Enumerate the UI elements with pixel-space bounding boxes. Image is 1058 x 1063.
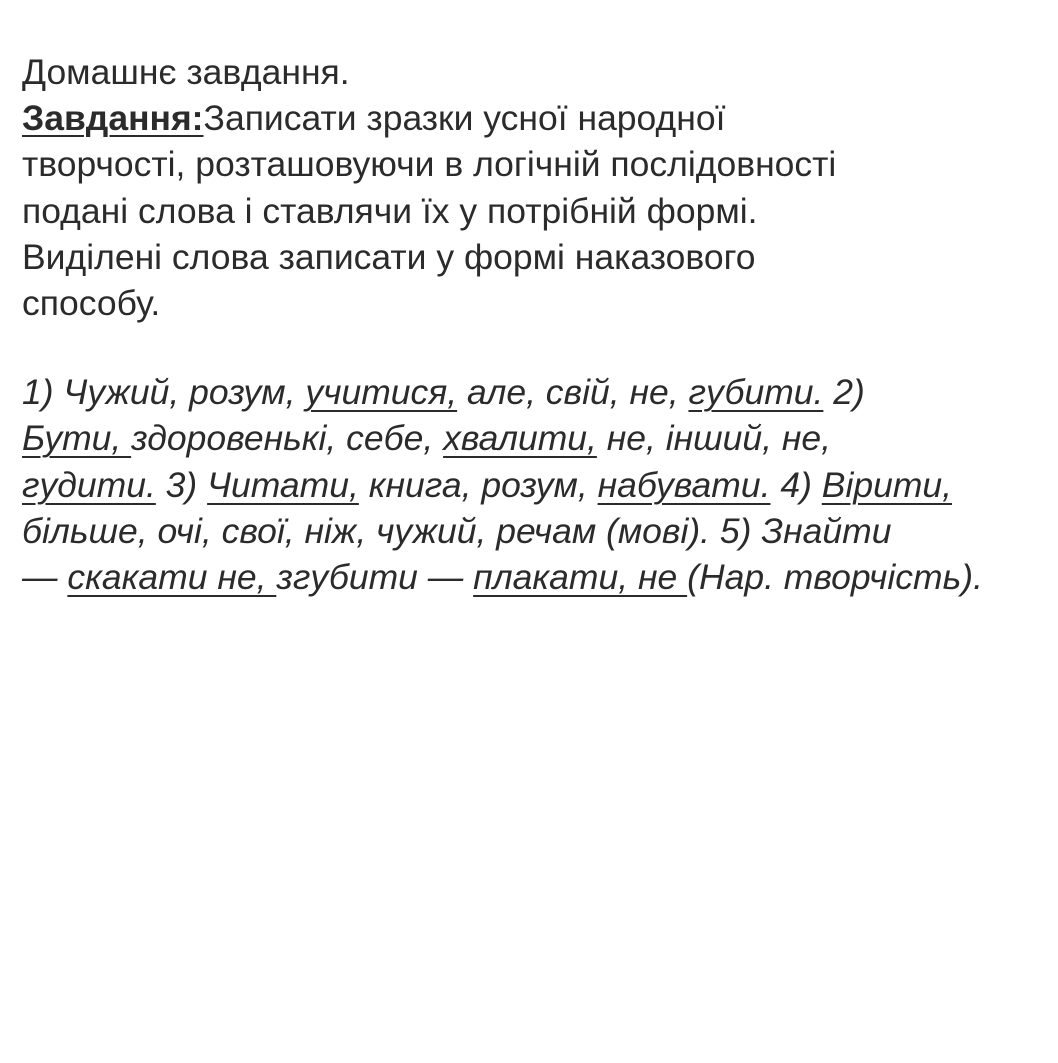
task-line: Виділені слова записати у формі наказового [22, 236, 756, 277]
task-text: Записати зразки усної народної [203, 98, 726, 138]
exercise-paragraph [22, 369, 983, 600]
task-line: подані слова і ставлячи їх у потрібній формі. [22, 190, 758, 231]
task-line [22, 95, 836, 141]
exercise-text: (Нар. творчість). [687, 557, 983, 598]
exercise-text: 3) [155, 464, 208, 505]
homework-heading: Домашнє завдання. [22, 52, 350, 92]
underlined-word: плакати, не [473, 557, 688, 598]
exercise-line [22, 554, 983, 600]
underlined-word: скакати не, [67, 557, 277, 598]
exercise-text: 1) Чужий, розум, [22, 372, 306, 412]
task-line: способу. [22, 283, 161, 324]
task-paragraph [22, 95, 836, 326]
underlined-word: Вірити, [821, 464, 952, 505]
underlined-word: Бути, [22, 418, 132, 459]
exercise-line [22, 508, 983, 554]
underlined-word: учитися, [305, 372, 458, 412]
exercise-text: більше, очі, свої, ніж, чужий, речам (мові). 5) Знайти [22, 510, 892, 551]
exercise-text: здоровенькі, себе, [131, 418, 444, 459]
exercise-text: але, свій, не, [457, 372, 689, 412]
exercise-line [22, 415, 983, 461]
exercise-text: 2) [823, 372, 865, 412]
exercise-text: 4) [770, 464, 822, 505]
exercise-line [22, 369, 983, 415]
exercise-text: згубити — [276, 557, 474, 598]
underlined-word: хвалити, [443, 418, 597, 459]
exercise-text: не, інший, не, [596, 418, 832, 459]
exercise-text: — [22, 557, 68, 598]
task-line: творчості, розташовуючи в логічній послідовності [22, 144, 837, 185]
underlined-word: набувати. [597, 464, 771, 505]
exercise-line [22, 462, 983, 508]
underlined-word: губити. [688, 372, 824, 412]
underlined-word: Читати, [207, 464, 359, 505]
exercise-text: книга, розум, [358, 464, 598, 505]
underlined-word: гудити. [22, 464, 156, 505]
task-label: Завдання: [22, 98, 204, 138]
